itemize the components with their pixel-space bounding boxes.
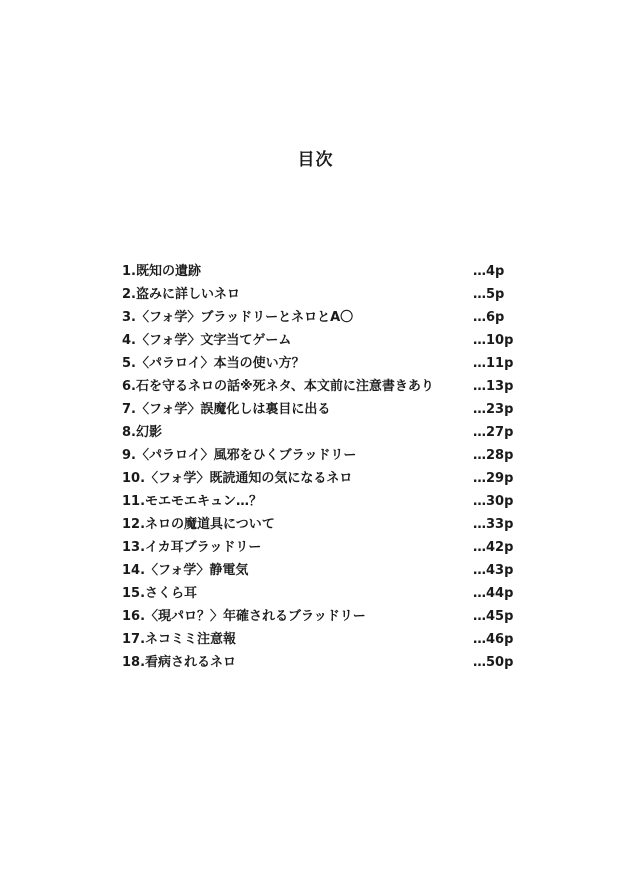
toc-entry-title: 12.ネロの魔道具について (122, 517, 275, 532)
toc-entry-page: …5p (473, 287, 505, 302)
toc-entry (122, 331, 522, 354)
toc-entry (122, 308, 522, 331)
toc-entry (122, 285, 522, 308)
toc-entry (122, 561, 522, 584)
toc-entry-page: …44p (473, 586, 514, 601)
toc-entry-page: …45p (473, 609, 514, 624)
toc-entry-title: 3.〈フォ学〉ブラッドリーとネロとA〇 (122, 310, 354, 325)
toc-entry-page: …11p (473, 356, 514, 371)
toc-entry (122, 377, 522, 400)
toc-entry-page: …46p (473, 632, 514, 647)
toc-entry-page: …29p (473, 471, 514, 486)
toc-entry (122, 262, 522, 285)
toc-entry-title: 6.石を守るネロの話※死ネタ、本文前に注意書きあり (122, 379, 434, 394)
toc-entry-title: 1.既知の遺跡 (122, 264, 201, 279)
toc-entry (122, 446, 522, 469)
table-of-contents (122, 262, 522, 676)
toc-entry-title: 17.ネコミミ注意報 (122, 632, 237, 647)
toc-entry (122, 492, 522, 515)
toc-entry-title: 14.〈フォ学〉静電気 (122, 563, 249, 578)
toc-entry-page: …42p (473, 540, 514, 555)
toc-entry-page: …50p (473, 655, 514, 670)
toc-entry (122, 538, 522, 561)
toc-entry-title: 10.〈フォ学〉既読通知の気になるネロ (122, 471, 353, 486)
toc-entry (122, 354, 522, 377)
toc-entry-title: 5.〈パラロイ〉本当の使い方？ (122, 356, 305, 371)
toc-entry (122, 515, 522, 538)
toc-entry-title: 7.〈フォ学〉誤魔化しは裏目に出る (122, 402, 331, 417)
toc-entry-title: 8.幻影 (122, 425, 162, 440)
toc-entry (122, 584, 522, 607)
toc-entry-page: …10p (473, 333, 514, 348)
toc-entry-title: 11.モエモエキュン…？ (122, 494, 263, 509)
toc-entry-page: …4p (473, 264, 505, 279)
toc-entry (122, 423, 522, 446)
toc-entry-page: …13p (473, 379, 514, 394)
toc-entry (122, 630, 522, 653)
toc-entry-page: …23p (473, 402, 514, 417)
toc-entry-page: …6p (473, 310, 505, 325)
toc-entry-title: 18.看病されるネロ (122, 655, 237, 670)
toc-entry (122, 400, 522, 423)
toc-entry-title: 4.〈フォ学〉文字当てゲーム (122, 333, 292, 348)
toc-entry (122, 653, 522, 676)
toc-entry-page: …43p (473, 563, 514, 578)
toc-entry-title: 16.〈現パロ？〉年確されるブラッドリー (122, 609, 366, 624)
toc-entry-title: 2.盗みに詳しいネロ (122, 287, 240, 302)
toc-entry-title: 13.イカ耳ブラッドリー (122, 540, 262, 555)
page-title: 目次 (297, 150, 334, 170)
toc-entry (122, 469, 522, 492)
toc-entry-page: …33p (473, 517, 514, 532)
toc-entry-page: …27p (473, 425, 514, 440)
toc-entry-page: …30p (473, 494, 514, 509)
toc-entry-title: 15.さくら耳 (122, 586, 198, 601)
toc-entry-title: 9.〈パラロイ〉風邪をひくブラッドリー (122, 448, 357, 463)
toc-entry-page: …28p (473, 448, 514, 463)
toc-entry (122, 607, 522, 630)
